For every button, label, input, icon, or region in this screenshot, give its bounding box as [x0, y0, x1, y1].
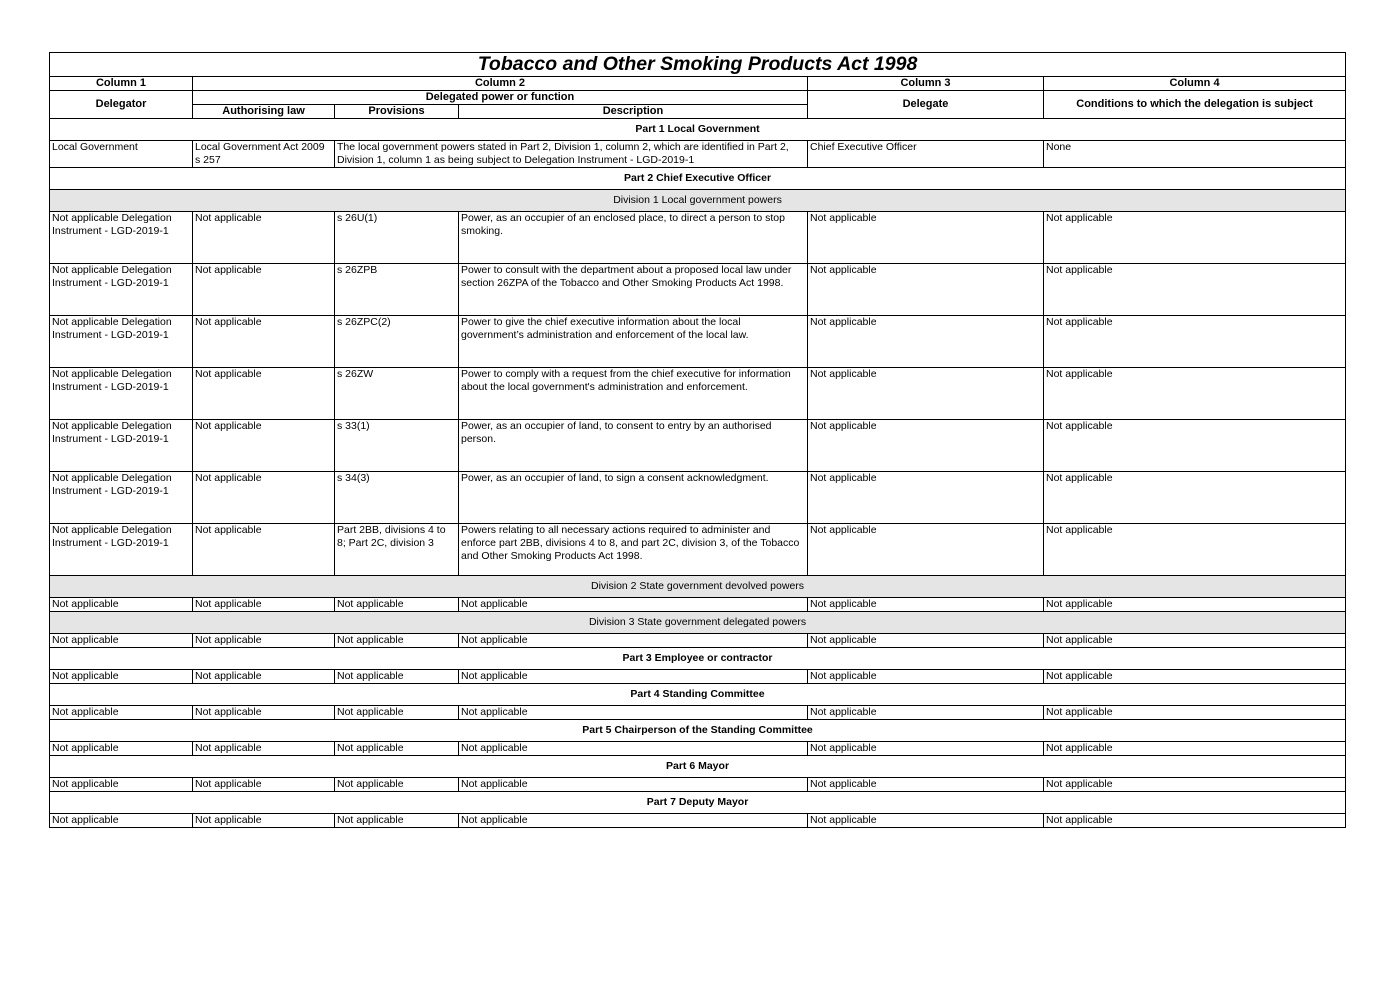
delegate-cell: Not applicable: [808, 742, 1044, 756]
provisions-header: Provisions: [335, 105, 459, 119]
authorising-law-cell: Not applicable: [193, 524, 335, 576]
description-cell: Not applicable: [459, 778, 808, 792]
delegator-cell: Not applicable: [50, 742, 193, 756]
conditions-cell: Not applicable: [1044, 316, 1346, 368]
delegate-cell: Not applicable: [808, 634, 1044, 648]
part-5-row: [50, 720, 1346, 742]
provisions-cell: s 26U(1): [335, 212, 459, 264]
part-2-heading: Part 2 Chief Executive Officer: [50, 168, 1346, 190]
provisions-cell: s 26ZW: [335, 368, 459, 420]
page-title: Tobacco and Other Smoking Products Act 1998: [50, 53, 1346, 77]
conditions-cell: Not applicable: [1044, 472, 1346, 524]
delegator-cell: Not applicable: [50, 778, 193, 792]
conditions-cell: Not applicable: [1044, 524, 1346, 576]
authorising-law-cell: Not applicable: [193, 778, 335, 792]
division-2-heading: Division 2 State government devolved powers: [50, 576, 1346, 598]
division-3-row: [50, 612, 1346, 634]
delegate-cell: Not applicable: [808, 212, 1044, 264]
provisions-cell: Part 2BB, divisions 4 to 8; Part 2C, division 3: [335, 524, 459, 576]
part-1-row: [50, 119, 1346, 141]
provisions-cell: s 33(1): [335, 420, 459, 472]
authorising-law-cell: Not applicable: [193, 670, 335, 684]
delegate-cell: Not applicable: [808, 706, 1044, 720]
conditions-cell: Not applicable: [1044, 420, 1346, 472]
conditions-cell: Not applicable: [1044, 598, 1346, 612]
table-row: [50, 634, 1346, 648]
table-row: [50, 316, 1346, 368]
description-cell: Power, as an occupier of land, to consent to entry by an authorised person.: [459, 420, 808, 472]
description-cell: Not applicable: [459, 706, 808, 720]
table-row: [50, 706, 1346, 720]
conditions-cell: Not applicable: [1044, 264, 1346, 316]
table-row: [50, 141, 1346, 168]
authorising-law-cell: Not applicable: [193, 264, 335, 316]
part-7-row: [50, 792, 1346, 814]
delegator-cell: Not applicable Delegation Instrument - LGD-2019-1: [50, 264, 193, 316]
conditions-cell: Not applicable: [1044, 814, 1346, 828]
delegate-cell: Not applicable: [808, 778, 1044, 792]
conditions-cell: Not applicable: [1044, 368, 1346, 420]
authorising-law-cell: Not applicable: [193, 814, 335, 828]
table-row: [50, 598, 1346, 612]
part-7-heading: Part 7 Deputy Mayor: [50, 792, 1346, 814]
table-row: [50, 670, 1346, 684]
delegator-cell: Not applicable Delegation Instrument - LGD-2019-1: [50, 316, 193, 368]
provisions-cell: Not applicable: [335, 742, 459, 756]
provisions-cell: Not applicable: [335, 706, 459, 720]
delegate-cell: Not applicable: [808, 598, 1044, 612]
description-cell: The local government powers stated in Part 2, Division 1, column 2, which are identified in Part 2, Division 1, column 1 as being subject to Delegation Instrument - LGD-2019-1: [335, 141, 808, 168]
column-3-header: Column 3: [808, 77, 1044, 91]
description-cell: Power to give the chief executive information about the local government’s administration and enforcement of the local law.: [459, 316, 808, 368]
division-1-row: [50, 190, 1346, 212]
provisions-cell: s 26ZPC(2): [335, 316, 459, 368]
column-2-header: Column 2: [193, 77, 808, 91]
authorising-law-cell: Not applicable: [193, 706, 335, 720]
delegator-cell: Not applicable: [50, 634, 193, 648]
authorising-law-cell: Not applicable: [193, 742, 335, 756]
delegate-cell: Not applicable: [808, 670, 1044, 684]
conditions-cell: Not applicable: [1044, 670, 1346, 684]
part-6-row: [50, 756, 1346, 778]
delegate-header: Delegate: [808, 91, 1044, 119]
delegate-cell: Not applicable: [808, 316, 1044, 368]
column-4-header: Column 4: [1044, 77, 1346, 91]
part-4-row: [50, 684, 1346, 706]
delegator-cell: Not applicable Delegation Instrument - LGD-2019-1: [50, 524, 193, 576]
provisions-cell: Not applicable: [335, 598, 459, 612]
provisions-cell: Not applicable: [335, 778, 459, 792]
part-1-heading: Part 1 Local Government: [50, 119, 1346, 141]
delegate-cell: Not applicable: [808, 264, 1044, 316]
column-1-header: Column 1: [50, 77, 193, 91]
delegator-header: Delegator: [50, 91, 193, 119]
delegator-cell: Local Government: [50, 141, 193, 168]
conditions-cell: Not applicable: [1044, 706, 1346, 720]
table-row: [50, 264, 1346, 316]
part-2-row: [50, 168, 1346, 190]
delegator-cell: Not applicable Delegation Instrument - LGD-2019-1: [50, 420, 193, 472]
title-row: [50, 53, 1346, 77]
authorising-law-cell: Not applicable: [193, 472, 335, 524]
delegate-cell: Chief Executive Officer: [808, 141, 1044, 168]
description-cell: Not applicable: [459, 742, 808, 756]
authorising-law-cell: Not applicable: [193, 420, 335, 472]
delegator-cell: Not applicable: [50, 598, 193, 612]
authorising-law-cell: Not applicable: [193, 212, 335, 264]
provisions-cell: s 26ZPB: [335, 264, 459, 316]
division-3-heading: Division 3 State government delegated powers: [50, 612, 1346, 634]
provisions-cell: s 34(3): [335, 472, 459, 524]
authorising-law-cell: Not applicable: [193, 598, 335, 612]
provisions-cell: Not applicable: [335, 634, 459, 648]
authorising-law-cell: Not applicable: [193, 368, 335, 420]
part-3-row: [50, 648, 1346, 670]
description-cell: Not applicable: [459, 814, 808, 828]
delegator-cell: Not applicable Delegation Instrument - LGD-2019-1: [50, 368, 193, 420]
authorising-law-cell: Local Government Act 2009 s 257: [193, 141, 335, 168]
conditions-cell: Not applicable: [1044, 778, 1346, 792]
description-cell: Power to consult with the department about a proposed local law under section 26ZPA of the Tobacco and Other Smoking Products Act 1998.: [459, 264, 808, 316]
column-number-row: [50, 77, 1346, 91]
provisions-cell: Not applicable: [335, 670, 459, 684]
table-row: [50, 778, 1346, 792]
conditions-cell: Not applicable: [1044, 742, 1346, 756]
description-cell: Power to comply with a request from the chief executive for information about the local government's administration and enforcement.: [459, 368, 808, 420]
part-3-heading: Part 3 Employee or contractor: [50, 648, 1346, 670]
description-cell: Not applicable: [459, 598, 808, 612]
conditions-header: Conditions to which the delegation is subject: [1044, 91, 1346, 119]
delegate-cell: Not applicable: [808, 524, 1044, 576]
delegate-cell: Not applicable: [808, 814, 1044, 828]
part-5-heading: Part 5 Chairperson of the Standing Committee: [50, 720, 1346, 742]
part-6-heading: Part 6 Mayor: [50, 756, 1346, 778]
table-row: [50, 524, 1346, 576]
authorising-law-cell: Not applicable: [193, 316, 335, 368]
delegator-cell: Not applicable Delegation Instrument - LGD-2019-1: [50, 472, 193, 524]
description-cell: Not applicable: [459, 634, 808, 648]
table-row: [50, 420, 1346, 472]
authorising-law-cell: Not applicable: [193, 634, 335, 648]
authorising-law-header: Authorising law: [193, 105, 335, 119]
header-row-1: [50, 91, 1346, 105]
table-row: [50, 742, 1346, 756]
delegator-cell: Not applicable: [50, 670, 193, 684]
conditions-cell: Not applicable: [1044, 634, 1346, 648]
delegated-power-header: Delegated power or function: [193, 91, 808, 105]
division-2-row: [50, 576, 1346, 598]
delegate-cell: Not applicable: [808, 368, 1044, 420]
description-cell: Not applicable: [459, 670, 808, 684]
description-cell: Power, as an occupier of an enclosed place, to direct a person to stop smoking.: [459, 212, 808, 264]
delegator-cell: Not applicable: [50, 706, 193, 720]
table-row: [50, 368, 1346, 420]
delegate-cell: Not applicable: [808, 420, 1044, 472]
description-header: Description: [459, 105, 808, 119]
conditions-cell: Not applicable: [1044, 212, 1346, 264]
table-row: [50, 472, 1346, 524]
provisions-cell: Not applicable: [335, 814, 459, 828]
delegator-cell: Not applicable Delegation Instrument - LGD-2019-1: [50, 212, 193, 264]
description-cell: Power, as an occupier of land, to sign a consent acknowledgment.: [459, 472, 808, 524]
table-row: [50, 212, 1346, 264]
division-1-heading: Division 1 Local government powers: [50, 190, 1346, 212]
delegation-table: [49, 52, 1346, 828]
delegate-cell: Not applicable: [808, 472, 1044, 524]
table-row: [50, 814, 1346, 828]
description-cell: Powers relating to all necessary actions required to administer and enforce part 2BB, divisions 4 to 8, and part 2C, division 3, of the Tobacco and Other Smoking Products Act 1998.: [459, 524, 808, 576]
part-4-heading: Part 4 Standing Committee: [50, 684, 1346, 706]
delegator-cell: Not applicable: [50, 814, 193, 828]
conditions-cell: None: [1044, 141, 1346, 168]
